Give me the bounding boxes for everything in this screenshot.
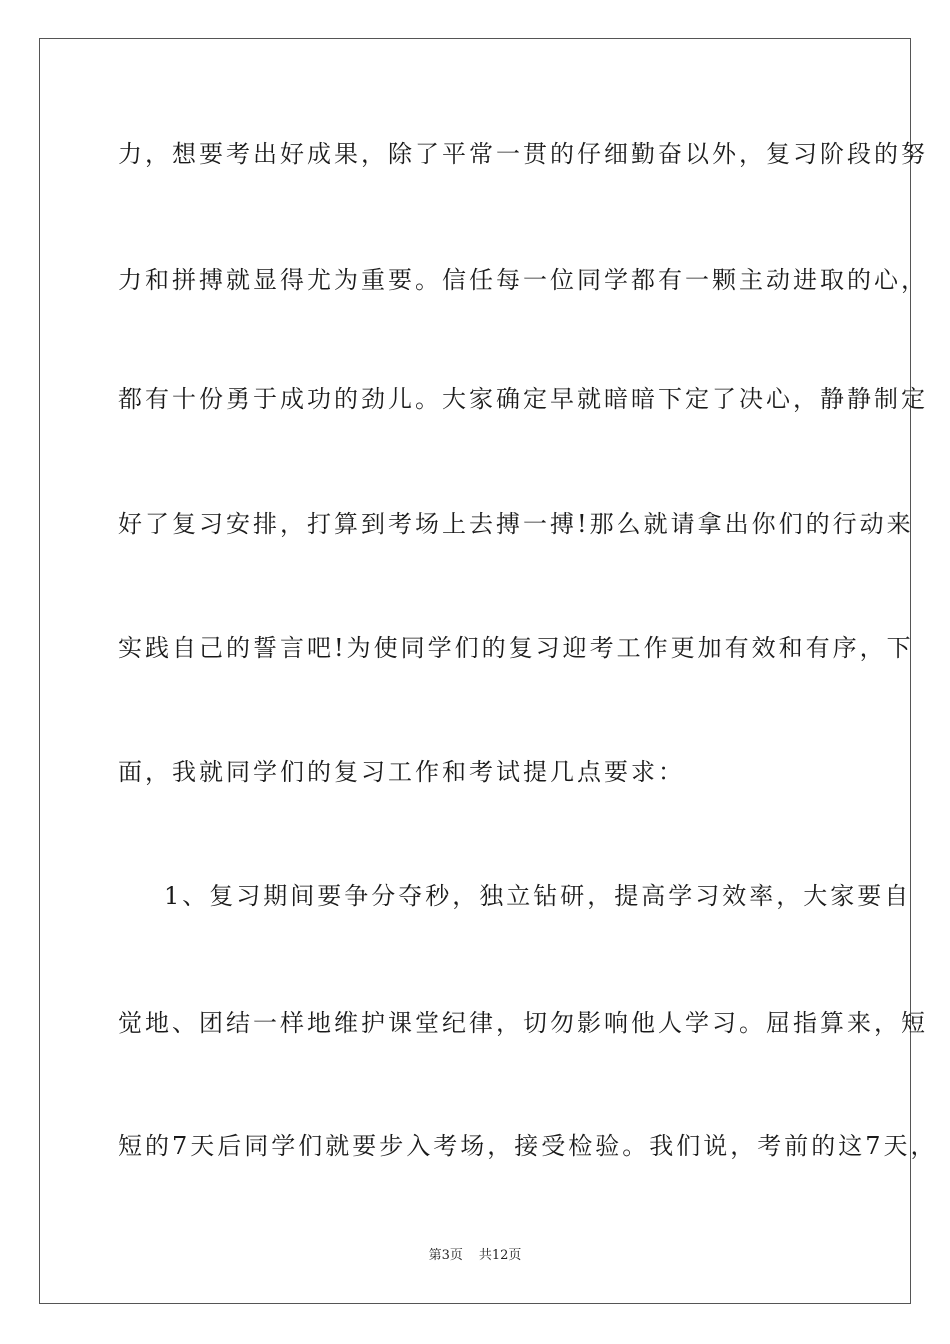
text-line: 面，我就同学们的复习工作和考试提几点要求： [118, 758, 685, 786]
text-line: 1、复习期间要争分夺秒，独立钻研，提高学习效率，大家要自 [164, 882, 912, 910]
text-line: 好了复习安排，打算到考场上去搏一搏!那么就请拿出你们的行动来 [118, 510, 914, 538]
page-border [39, 38, 938, 1304]
text-line: 实践自己的誓言吧!为使同学们的复习迎考工作更加有效和有序，下 [118, 634, 914, 662]
text-line: 都有十份勇于成功的劲儿。大家确定早就暗暗下定了决心，静静制定 [118, 385, 928, 413]
page-number: 第3页 [428, 1248, 463, 1263]
text-line: 力，想要考出好成果，除了平常一贯的仔细勤奋以外，复习阶段的努 [118, 140, 928, 168]
text-line: 力和拼搏就显得尤为重要。信任每一位同学都有一颗主动进取的心， [118, 266, 928, 294]
page-total: 共12页 [478, 1248, 522, 1263]
page-footer [0, 1248, 950, 1264]
text-line: 觉地、团结一样地维护课堂纪律，切勿影响他人学习。屈指算来，短 [118, 1009, 928, 1037]
text-line: 短的7天后同学们就要步入考场，接受检验。我们说，考前的这7天， [118, 1132, 938, 1160]
